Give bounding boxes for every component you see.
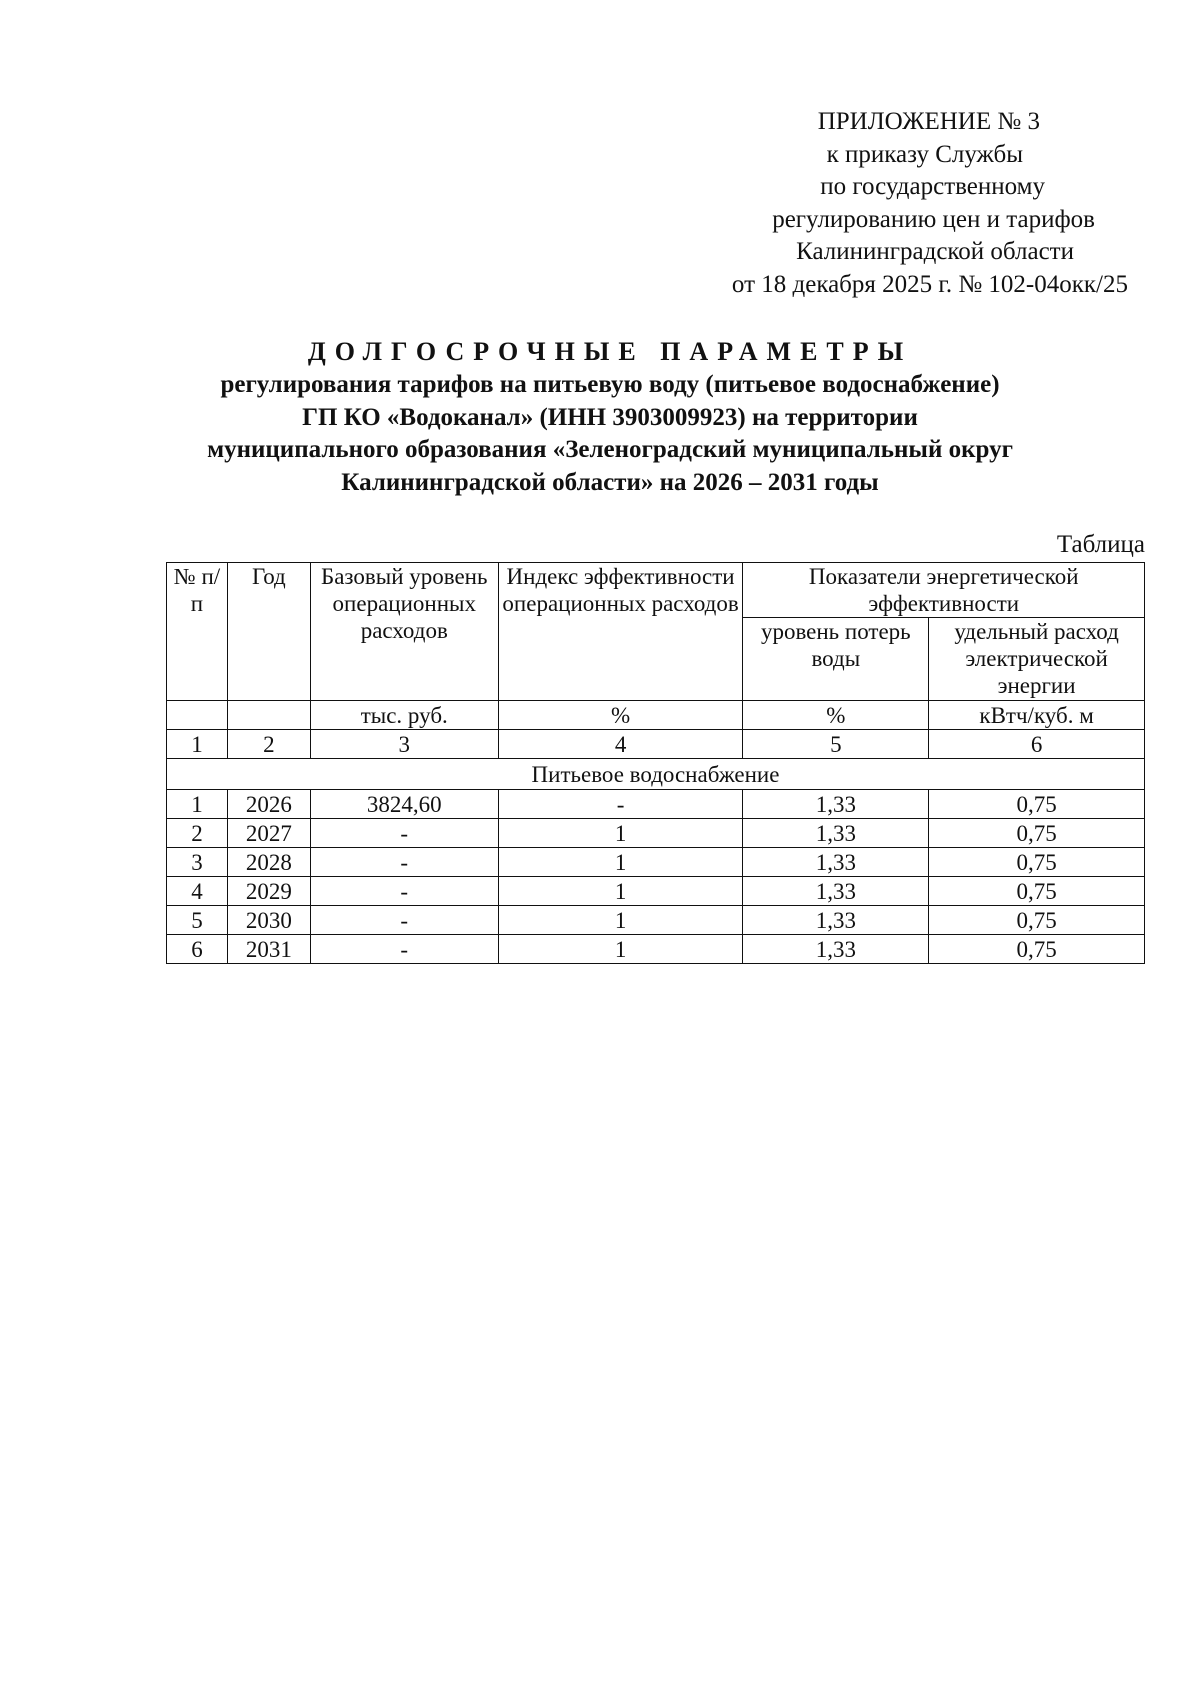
header-year: Год xyxy=(227,563,310,701)
row-base-level: - xyxy=(310,848,498,877)
units-cell: кВтч/куб. м xyxy=(929,701,1145,730)
row-efficiency-index: 1 xyxy=(498,819,743,848)
row-energy-consumption: 0,75 xyxy=(929,790,1145,819)
units-row xyxy=(167,701,1145,730)
table-row xyxy=(167,848,1145,877)
row-year: 2028 xyxy=(227,848,310,877)
row-water-loss: 1,33 xyxy=(743,848,929,877)
column-number: 5 xyxy=(743,730,929,759)
row-number: 6 xyxy=(167,935,228,964)
appendix-order-line: к приказу Службы xyxy=(826,140,1023,168)
header-base-level: Базовый уровень операционных расходов xyxy=(310,563,498,701)
units-cell: % xyxy=(498,701,743,730)
row-efficiency-index: 1 xyxy=(498,906,743,935)
appendix-date-line: от 18 декабря 2025 г. № 102-04окк/25 xyxy=(731,270,1128,298)
row-base-level: - xyxy=(310,819,498,848)
header-efficiency-index: Индекс эффективности операционных расходов xyxy=(498,563,743,701)
parameters-table xyxy=(166,562,1145,964)
column-number: 2 xyxy=(227,730,310,759)
units-cell xyxy=(167,701,228,730)
table-caption: Таблица xyxy=(1056,531,1145,558)
subtitle-line: муниципального образования «Зеленоградский муниципальный округ xyxy=(207,436,1013,463)
row-number: 3 xyxy=(167,848,228,877)
table-row xyxy=(167,790,1145,819)
row-efficiency-index: 1 xyxy=(498,848,743,877)
row-number: 2 xyxy=(167,819,228,848)
table-row xyxy=(167,877,1145,906)
header-water-loss: уровень потерь воды xyxy=(743,618,929,701)
units-cell: % xyxy=(743,701,929,730)
row-water-loss: 1,33 xyxy=(743,819,929,848)
appendix-region-line: Калининградской области xyxy=(796,238,1074,265)
row-year: 2029 xyxy=(227,877,310,906)
units-cell: тыс. руб. xyxy=(310,701,498,730)
header-energy-consumption: удельный расход электрической энергии xyxy=(929,618,1145,701)
column-number: 1 xyxy=(167,730,228,759)
row-base-level: - xyxy=(310,906,498,935)
section-row xyxy=(167,759,1145,790)
row-year: 2031 xyxy=(227,935,310,964)
row-efficiency-index: - xyxy=(498,790,743,819)
row-efficiency-index: 1 xyxy=(498,877,743,906)
row-number: 4 xyxy=(167,877,228,906)
row-water-loss: 1,33 xyxy=(743,906,929,935)
header-row xyxy=(167,563,1145,618)
row-water-loss: 1,33 xyxy=(743,790,929,819)
units-cell xyxy=(227,701,310,730)
row-energy-consumption: 0,75 xyxy=(929,935,1145,964)
row-year: 2026 xyxy=(227,790,310,819)
row-energy-consumption: 0,75 xyxy=(929,906,1145,935)
column-number: 3 xyxy=(310,730,498,759)
subtitle-line: регулирования тарифов на питьевую воду (питьевое водоснабжение) xyxy=(220,371,1000,398)
row-energy-consumption: 0,75 xyxy=(929,877,1145,906)
row-base-level: - xyxy=(310,935,498,964)
section-title: Питьевое водоснабжение xyxy=(167,759,1145,790)
document-title xyxy=(150,335,1070,499)
column-numbers-row xyxy=(167,730,1145,759)
appendix-number: ПРИЛОЖЕНИЕ № 3 xyxy=(817,108,1040,135)
row-base-level: 3824,60 xyxy=(310,790,498,819)
row-energy-consumption: 0,75 xyxy=(929,819,1145,848)
table-row xyxy=(167,906,1145,935)
header-num: № п/п xyxy=(167,563,228,701)
table-row xyxy=(167,935,1145,964)
row-efficiency-index: 1 xyxy=(498,935,743,964)
column-number: 4 xyxy=(498,730,743,759)
table-row xyxy=(167,819,1145,848)
column-number: 6 xyxy=(929,730,1145,759)
row-year: 2030 xyxy=(227,906,310,935)
row-number: 5 xyxy=(167,906,228,935)
appendix-header xyxy=(608,106,1128,301)
appendix-agency-line: по государственному xyxy=(820,173,1045,200)
row-number: 1 xyxy=(167,790,228,819)
row-year: 2027 xyxy=(227,819,310,848)
header-energy-group: Показатели энергетической эффективности xyxy=(743,563,1145,618)
main-title: ДОЛГОСРОЧНЫЕ ПАРАМЕТРЫ xyxy=(307,337,913,366)
row-water-loss: 1,33 xyxy=(743,877,929,906)
row-water-loss: 1,33 xyxy=(743,935,929,964)
row-energy-consumption: 0,75 xyxy=(929,848,1145,877)
subtitle-line: Калининградской области» на 2026 – 2031 годы xyxy=(341,468,879,496)
row-base-level: - xyxy=(310,877,498,906)
appendix-agency-line: регулированию цен и тарифов xyxy=(772,205,1095,233)
subtitle-line: ГП КО «Водоканал» (ИНН 3903009923) на территории xyxy=(302,403,918,431)
